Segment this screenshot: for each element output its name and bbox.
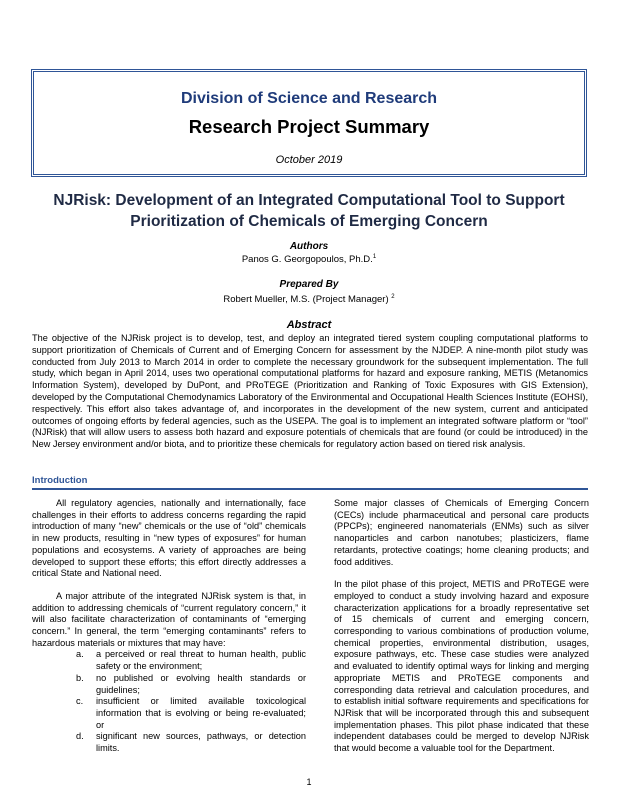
document-title [40, 190, 578, 232]
page-number: 1 [306, 777, 312, 787]
pilot-phase-paragraph: In the pilot phase of this project, METIS and PRoTEGE were employed to conduct a study involving hazard and exposure characterization applications for a broadly representative set of 15 chemicals of current and emerging concern, corresponding to various combinations of production volume, chemical properties, environmental distribution, usages, exposure pathways, etc. These case studies were analyzed and evaluated to identify optimal ways for linking and merging appropriate METIS and PRoTEGE components and corresponding data retrieval and calculation procedures, and to establish initial software requirements and specifications for NJRisk that will be incorporated through this and subsequent implementation phases. This pilot phase indicated that these independent databases could be merged to develop NJRisk that would become a valuable tool for the Department. [334, 579, 589, 754]
abstract-label: Abstract [286, 319, 332, 331]
list-item [76, 696, 306, 731]
list-item [76, 673, 306, 696]
prepared-by-line [0, 294, 618, 305]
abstract-heading [0, 319, 618, 331]
prepared-by-name: Robert Mueller, M.S. (Project Manager) [223, 294, 389, 306]
authors-heading [0, 241, 618, 252]
list-marker: a. [76, 649, 84, 660]
list-text: significant new sources, pathways, or detection limits. [96, 731, 306, 754]
abstract-text: The objective of the NJRisk project is to develop, test, and deploy an integrated tiered system coupling computational platforms to support prioritization of Chemicals of Current and of Emerging Concern for assessment by the NJDEP. A nine-month pilot study was conducted from July 2013 to March 2014 in order to complete the necessary groundwork for the subsequent implementation. The full study, which began in April 2014, uses two operational computational platforms for hazard and exposure ranking, METIS (Metanomics Information System), developed by DuPont, and PRoTEGE (Prioritization and Ranking of Toxic Exposures with GIS Extension), developed by the Computational Chemodynamics Laboratory of the Environmental and Occupational Health Sciences Institute (EOHSI), respectively. This effort also takes advantage of, and incorporates in the development of the new system, current and anticipated outcomes of ongoing efforts by federal agencies, such as the USEPA. The goal is to implement an integrated software platform or “tool” (NJRisk) that will allow users to assess both hazard and exposure potentials of chemicals that are found (or could be introduced) in the New Jersey environment and/or biota, and to prioritize these chemicals for regulatory action based on tiered risk analysis. [32, 333, 588, 450]
list-marker: d. [76, 731, 84, 742]
report-date: October 2019 [275, 154, 343, 166]
list-marker: c. [76, 696, 84, 707]
right-column [334, 498, 589, 766]
authors-label: Authors [289, 241, 329, 252]
author-line [0, 254, 618, 265]
intro-paragraph-2: A major attribute of the integrated NJRisk system is that, in addition to addressing chemicals of “current regulatory concern,” it will also facilitate characterization of contaminants of “emerging concern.” In general, the term “emerging contaminants” refers to hazardous materials or mixtures that may have: [32, 590, 306, 648]
list-marker: b. [76, 672, 84, 683]
emerging-criteria-list [32, 649, 306, 754]
left-column [32, 498, 306, 755]
intro-paragraph-1: All regulatory agencies, nationally and internationally, face challenges in their efforts to address concerns regarding the rapid introduction of many “new” chemicals or the use of “old” chemicals in new products, resulting in “new types of exposures” for human populations and ecosystems. A variety of approaches are being developed to support these efforts; this effort directly addresses a critical State and National need. [32, 498, 306, 579]
prepared-by-sup: 2 [391, 294, 395, 300]
section-divider [32, 488, 588, 490]
summary-title: Research Project Summary [188, 116, 430, 137]
list-item [76, 649, 306, 672]
author-sup: 1 [372, 254, 377, 260]
list-text: insufficient or limited available toxicological information that is evolving or being re-evaluated; or [96, 696, 306, 730]
prepared-by-label: Prepared By [279, 279, 339, 290]
title-line-2: Prioritization of Chemicals of Emerging Concern [130, 213, 488, 230]
prepared-by-heading [0, 279, 618, 290]
title-line-1: NJRisk: Development of an Integrated Computational Tool to Support [53, 192, 565, 209]
header-box [31, 69, 587, 177]
introduction-heading: Introduction [32, 475, 88, 486]
division-name: Division of Science and Research [180, 90, 438, 107]
list-text: no published or evolving health standards or guidelines; [96, 672, 306, 695]
cec-paragraph: Some major classes of Chemicals of Emerging Concern (CECs) include pharmaceutical and personal care products (PPCPs); engineered nanomaterials (ENMs) such as silver nanoparticles and carbon nanotubes; plasticizers, flame retardants, protective coatings; home cleaning products; and food additives. [334, 498, 589, 567]
author-name: Panos G. Georgopoulos, Ph.D. [241, 254, 373, 266]
list-text: a perceived or real threat to human health, public safety or the environment; [96, 649, 306, 672]
list-item [76, 731, 306, 754]
